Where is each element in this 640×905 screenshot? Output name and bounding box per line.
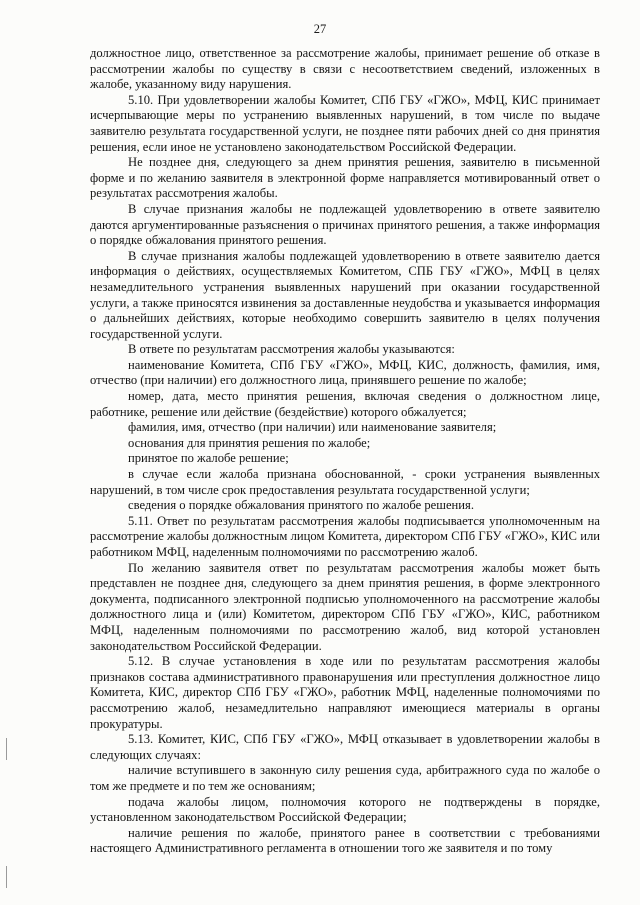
list-item: наименование Комитета, СПб ГБУ «ГЖО», МФЦ, КИС, должность, фамилия, имя, отчество (при наличии) его должностного лица, принявшего решение по жалобе; <box>90 357 600 388</box>
list-item: принятое по жалобе решение; <box>128 451 289 466</box>
paragraph-electronic-answer: По желанию заявителя ответ по результатам рассмотрения жалобы может быть представлен не позднее дня, следующего за днем принятия решения, в форме электронного документа, подписанного электронной подписью уполномоченного на рассмотрение жалобы должностного лица и (или) Комитетом, директором СПб ГБУ «ГЖО», КИС, работником МФЦ, наделенным полномочиями по рассмотрению жалоб, вид которой установлен законодательством Российской Федерации. <box>90 560 600 653</box>
list-item: наличие решения по жалобе, принятого ранее в соответствии с требованиями настоящего Административного регламента в отношении того же заявителя и по тому <box>90 825 600 856</box>
list-item: в случае если жалоба признана обоснованной, - сроки устранения выявленных нарушений, в том числе срок предоставления результата государственной услуги; <box>90 467 600 497</box>
scan-edge-mark <box>6 866 7 888</box>
paragraph-refusal-continuation: должностное лицо, ответственное за рассмотрение жалобы, принимает решение об отказе в рассмотрении жалобы по существу в связи с несоответствием сведений, изложенных в жалобе, указанному виду нарушения. <box>90 46 600 92</box>
scan-edge-mark <box>6 738 7 760</box>
paragraph-satisfied: В случае признания жалобы подлежащей удовлетворению в ответе заявителю дается информация о действиях, осуществляемых Комитетом, СПБ ГБУ «ГЖО», МФЦ в целях незамедлительного устранения выявленных нарушений при оказании государственной услуги, а также приносятся извинения за доставленные неудобства и указывается информация о дальнейших действиях, которые необходимо совершить заявителю в целях получения государственной услуги. <box>90 248 600 341</box>
list-item: сведения о порядке обжалования принятого по жалобе решения. <box>128 498 474 513</box>
list-item: основания для принятия решения по жалобе; <box>128 435 371 450</box>
document-body <box>90 46 600 857</box>
page-number: 27 <box>313 22 327 36</box>
list-item: фамилия, имя, отчество (при наличии) или наименование заявителя; <box>128 420 497 435</box>
paragraph-5-10: 5.10. При удовлетворении жалобы Комитет, СПб ГБУ «ГЖО», МФЦ, КИС принимает исчерпывающие меры по устранению выявленных нарушений, в том числе по выдаче заявителю результата государственной услуги, не позднее пяти рабочих дней со дня принятия решения, если иное не установлено законодательством Российской Федерации. <box>90 92 600 154</box>
paragraph-5-11: 5.11. Ответ по результатам рассмотрения жалобы подписывается уполномоченным на рассмотрение жалобы должностным лицом Комитета, директором СПб ГБУ «ГЖО», КИС или работником МФЦ, наделенным полномочиями по рассмотрению жалоб. <box>90 513 600 559</box>
paragraph-motivated-answer: Не позднее дня, следующего за днем принятия решения, заявителю в письменной форме и по желанию заявителя в электронной форме направляется мотивированный ответ о результатах рассмотрения жалобы. <box>90 155 600 201</box>
list-item: подача жалобы лицом, полномочия которого не подтверждены в порядке, установленном законодательством Российской Федерации; <box>90 794 600 825</box>
paragraph-answer-contents: В ответе по результатам рассмотрения жалобы указываются: <box>128 342 455 357</box>
paragraph-not-satisfied: В случае признания жалобы не подлежащей удовлетворению в ответе заявителю даются аргументированные разъяснения о причинах принятого решения, а также информация о порядке обжалования принятого решения. <box>90 201 600 248</box>
list-item: наличие вступившего в законную силу решения суда, арбитражного суда по жалобе о том же предмете и по тем же основаниям; <box>90 763 600 793</box>
paragraph-5-12: 5.12. В случае установления в ходе или по результатам рассмотрения жалобы признаков состава административного правонарушения или преступления должностное лицо Комитета, КИС, директор СПб ГБУ «ГЖО», работник МФЦ, наделенные полномочиями по рассмотрению жалоб, незамедлительно направляют имеющиеся материалы в органы прокуратуры. <box>90 654 600 731</box>
list-item: номер, дата, место принятия решения, включая сведения о должностном лице, работнике, решение или действие (бездействие) которого обжалуется; <box>90 389 600 419</box>
paragraph-5-13: 5.13. Комитет, КИС, СПб ГБУ «ГЖО», МФЦ отказывает в удовлетворении жалобы в следующих случаях: <box>90 732 600 762</box>
